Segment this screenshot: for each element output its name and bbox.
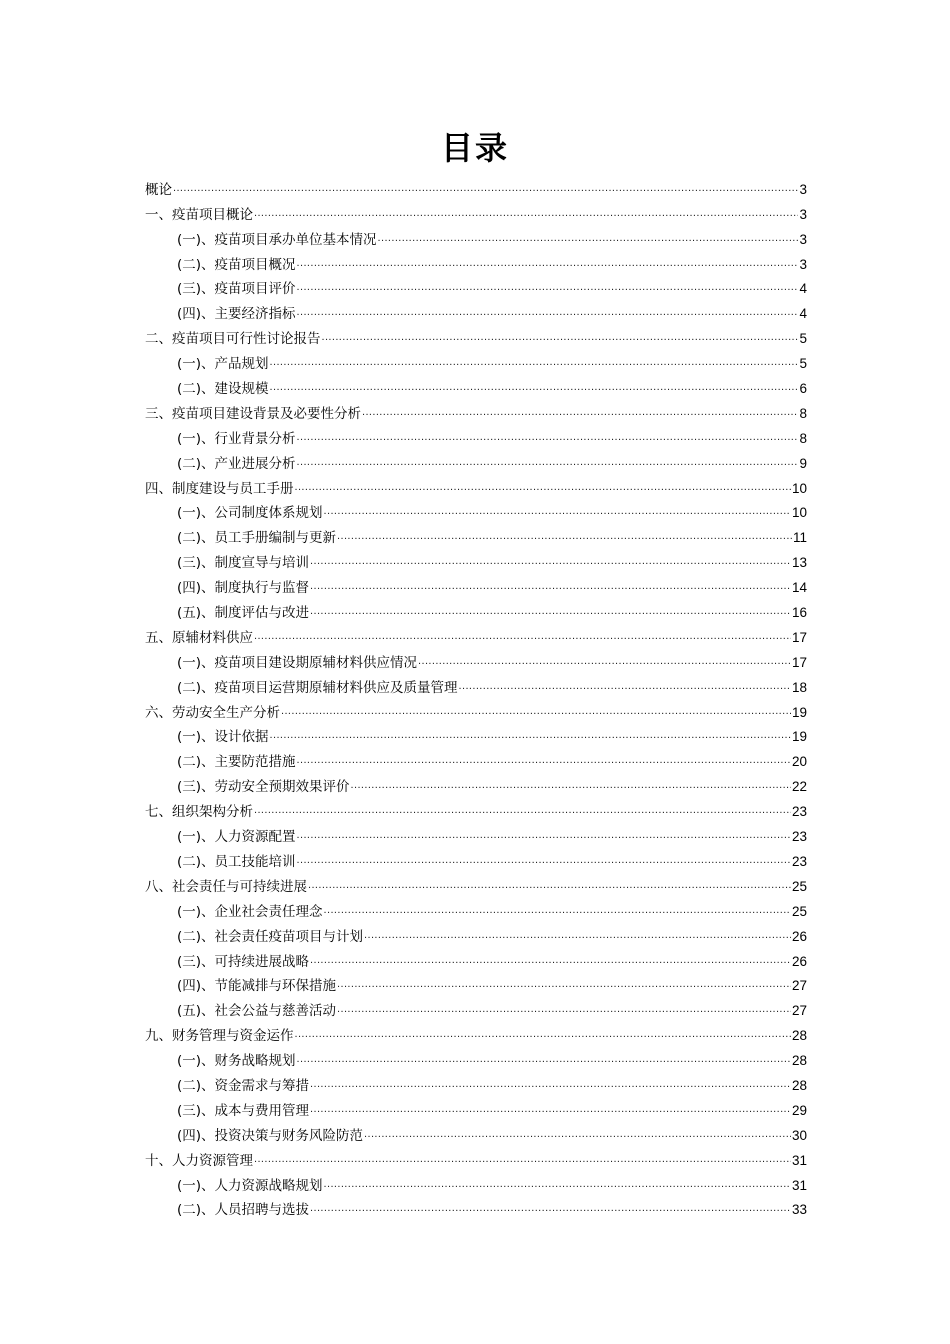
toc-dot-leader bbox=[254, 627, 791, 645]
toc-entry-label: (三)、成本与费用管理 bbox=[177, 1102, 310, 1119]
toc-page-number: 30 bbox=[791, 1127, 807, 1143]
toc-section-entry[interactable] bbox=[145, 174, 807, 199]
toc-page-number: 33 bbox=[791, 1202, 807, 1218]
toc-section-entry[interactable] bbox=[145, 697, 807, 722]
toc-entry-label: 四、制度建设与员工手册 bbox=[145, 480, 294, 497]
toc-subsection-entry[interactable] bbox=[145, 995, 807, 1020]
toc-page-number: 28 bbox=[791, 1028, 807, 1044]
toc-page-number: 28 bbox=[791, 1053, 807, 1069]
toc-dot-leader bbox=[459, 677, 791, 695]
toc-subsection-entry[interactable] bbox=[145, 298, 807, 323]
toc-entry-label: (二)、人员招聘与选拔 bbox=[177, 1202, 310, 1219]
toc-page-number: 10 bbox=[791, 480, 807, 496]
toc-page-number: 3 bbox=[799, 231, 807, 247]
toc-dot-leader bbox=[310, 552, 791, 570]
toc-page-number: 23 bbox=[791, 853, 807, 869]
toc-entry-label: (一)、企业社会责任理念 bbox=[177, 903, 323, 920]
toc-page-number: 23 bbox=[791, 829, 807, 845]
page-title: 目录 bbox=[440, 129, 509, 167]
toc-page-number: 5 bbox=[799, 331, 807, 347]
toc-entry-label: (一)、疫苗项目承办单位基本情况 bbox=[177, 231, 377, 248]
toc-subsection-entry[interactable] bbox=[145, 771, 807, 796]
toc-subsection-entry[interactable] bbox=[145, 722, 807, 747]
toc-page-number: 14 bbox=[791, 580, 807, 596]
toc-subsection-entry[interactable] bbox=[145, 672, 807, 697]
toc-entry-label: (二)、疫苗项目运营期原辅材料供应及质量管理 bbox=[177, 679, 458, 696]
toc-page-number: 3 bbox=[799, 256, 807, 272]
toc-section-entry[interactable] bbox=[145, 1020, 807, 1045]
toc-section-entry[interactable] bbox=[145, 871, 807, 896]
toc-dot-leader bbox=[378, 229, 799, 247]
toc-page-number: 16 bbox=[791, 605, 807, 621]
toc-entry-label: (一)、产品规划 bbox=[177, 356, 269, 373]
toc-entry-label: (一)、设计依据 bbox=[177, 729, 269, 746]
toc-page-number: 22 bbox=[791, 779, 807, 795]
toc-page-number: 17 bbox=[791, 654, 807, 670]
toc-subsection-entry[interactable] bbox=[145, 1045, 807, 1070]
toc-dot-leader bbox=[297, 851, 791, 869]
toc-dot-leader bbox=[254, 801, 791, 819]
toc-entry-label: (四)、节能减排与环保措施 bbox=[177, 978, 337, 995]
toc-page-number: 20 bbox=[791, 754, 807, 770]
toc-dot-leader bbox=[295, 1025, 791, 1043]
toc-entry-label: 八、社会责任与可持续进展 bbox=[145, 878, 307, 895]
toc-section-entry[interactable] bbox=[145, 323, 807, 348]
toc-subsection-entry[interactable] bbox=[145, 224, 807, 249]
toc-dot-leader bbox=[310, 602, 791, 620]
toc-dot-leader bbox=[418, 652, 791, 670]
toc-dot-leader bbox=[362, 403, 798, 421]
toc-entry-label: (三)、疫苗项目评价 bbox=[177, 281, 296, 298]
toc-dot-leader bbox=[270, 353, 799, 371]
toc-subsection-entry[interactable] bbox=[145, 1095, 807, 1120]
toc-subsection-entry[interactable] bbox=[145, 896, 807, 921]
toc-page-number: 27 bbox=[791, 1003, 807, 1019]
toc-dot-leader bbox=[297, 826, 791, 844]
toc-subsection-entry[interactable] bbox=[145, 1195, 807, 1220]
toc-page-number: 19 bbox=[791, 704, 807, 720]
toc-entry-label: 七、组织架构分析 bbox=[145, 804, 253, 821]
toc-section-entry[interactable] bbox=[145, 796, 807, 821]
toc-subsection-entry[interactable] bbox=[145, 373, 807, 398]
toc-entry-label: (三)、劳动安全预期效果评价 bbox=[177, 779, 350, 796]
toc-entry-label: 五、原辅材料供应 bbox=[145, 629, 253, 646]
toc-entry-label: (二)、员工手册编制与更新 bbox=[177, 530, 337, 547]
toc-page-number: 28 bbox=[791, 1077, 807, 1093]
toc-page-number: 3 bbox=[799, 206, 807, 222]
toc-entry-label: (四)、制度执行与监督 bbox=[177, 580, 310, 597]
toc-subsection-entry[interactable] bbox=[145, 946, 807, 971]
toc-entry-label: (二)、资金需求与筹措 bbox=[177, 1077, 310, 1094]
toc-dot-leader bbox=[310, 577, 791, 595]
toc-page-number: 26 bbox=[791, 928, 807, 944]
toc-entry-label: (一)、疫苗项目建设期原辅材料供应情况 bbox=[177, 654, 418, 671]
toc-subsection-entry[interactable] bbox=[145, 249, 807, 274]
toc-subsection-entry[interactable] bbox=[145, 274, 807, 299]
toc-dot-leader bbox=[310, 1075, 791, 1093]
toc-entry-label: 六、劳动安全生产分析 bbox=[145, 704, 280, 721]
toc-dot-leader bbox=[173, 179, 798, 197]
toc-dot-leader bbox=[337, 527, 792, 545]
toc-entry-label: (五)、制度评估与改进 bbox=[177, 605, 310, 622]
toc-page-number: 23 bbox=[791, 804, 807, 820]
toc-page-number: 5 bbox=[799, 356, 807, 372]
toc-subsection-entry[interactable] bbox=[145, 921, 807, 946]
toc-dot-leader bbox=[324, 1175, 791, 1193]
toc-dot-leader bbox=[322, 328, 799, 346]
toc-entry-label: (二)、产业进展分析 bbox=[177, 455, 296, 472]
toc-dot-leader bbox=[297, 254, 799, 272]
toc-subsection-entry[interactable] bbox=[145, 498, 807, 523]
toc-section-entry[interactable] bbox=[145, 199, 807, 224]
toc-entry-label: (二)、主要防范措施 bbox=[177, 754, 296, 771]
toc-page-number: 17 bbox=[791, 629, 807, 645]
toc-entry-label: (三)、可持续进展战略 bbox=[177, 953, 310, 970]
toc-entry-label: (二)、员工技能培训 bbox=[177, 853, 296, 870]
toc-page-number: 29 bbox=[791, 1102, 807, 1118]
toc-entry-label: (二)、社会责任疫苗项目与计划 bbox=[177, 928, 364, 945]
toc-dot-leader bbox=[337, 975, 791, 993]
toc-page-number: 19 bbox=[791, 729, 807, 745]
toc-subsection-entry[interactable] bbox=[145, 572, 807, 597]
toc-dot-leader bbox=[295, 478, 791, 496]
toc-dot-leader bbox=[270, 378, 799, 396]
table-of-contents bbox=[145, 174, 807, 1219]
toc-entry-label: (五)、社会公益与慈善活动 bbox=[177, 1003, 337, 1020]
toc-section-entry[interactable] bbox=[145, 398, 807, 423]
toc-subsection-entry[interactable] bbox=[145, 522, 807, 547]
toc-entry-label: (三)、制度宣导与培训 bbox=[177, 555, 310, 572]
toc-dot-leader bbox=[270, 726, 791, 744]
toc-subsection-entry[interactable] bbox=[145, 846, 807, 871]
toc-entry-label: (一)、人力资源配置 bbox=[177, 829, 296, 846]
toc-dot-leader bbox=[364, 1125, 791, 1143]
toc-entry-label: (一)、人力资源战略规划 bbox=[177, 1177, 323, 1194]
toc-page-number: 10 bbox=[791, 505, 807, 521]
toc-entry-label: (一)、公司制度体系规划 bbox=[177, 505, 323, 522]
toc-dot-leader bbox=[297, 428, 799, 446]
toc-subsection-entry[interactable] bbox=[145, 547, 807, 572]
toc-page-number: 25 bbox=[791, 878, 807, 894]
toc-subsection-entry[interactable] bbox=[145, 647, 807, 672]
toc-dot-leader bbox=[351, 776, 791, 794]
toc-entry-label: (四)、投资决策与财务风险防范 bbox=[177, 1127, 364, 1144]
toc-entry-label: (二)、建设规模 bbox=[177, 381, 269, 398]
toc-page-number: 11 bbox=[792, 530, 807, 546]
toc-entry-label: (一)、行业背景分析 bbox=[177, 430, 296, 447]
toc-dot-leader bbox=[310, 951, 791, 969]
toc-dot-leader bbox=[254, 1150, 791, 1168]
toc-dot-leader bbox=[308, 876, 791, 894]
toc-dot-leader bbox=[297, 1050, 791, 1068]
toc-subsection-entry[interactable] bbox=[145, 597, 807, 622]
toc-page-number: 8 bbox=[799, 430, 807, 446]
toc-page-number: 9 bbox=[799, 455, 807, 471]
toc-entry-label: 九、财务管理与资金运作 bbox=[145, 1028, 294, 1045]
toc-dot-leader bbox=[297, 278, 799, 296]
toc-dot-leader bbox=[324, 502, 791, 520]
toc-page-number: 4 bbox=[799, 281, 807, 297]
toc-dot-leader bbox=[337, 1000, 791, 1018]
toc-dot-leader bbox=[310, 1199, 791, 1217]
toc-page-number: 25 bbox=[791, 903, 807, 919]
toc-page-number: 27 bbox=[791, 978, 807, 994]
toc-page-number: 13 bbox=[791, 555, 807, 571]
toc-subsection-entry[interactable] bbox=[145, 746, 807, 771]
toc-dot-leader bbox=[254, 204, 798, 222]
toc-page-number: 31 bbox=[791, 1152, 807, 1168]
toc-entry-label: 十、人力资源管理 bbox=[145, 1152, 253, 1169]
toc-page-number: 31 bbox=[791, 1177, 807, 1193]
toc-entry-label: 概论 bbox=[145, 181, 172, 198]
toc-subsection-entry[interactable] bbox=[145, 1120, 807, 1145]
toc-subsection-entry[interactable] bbox=[145, 1170, 807, 1195]
toc-entry-label: (一)、财务战略规划 bbox=[177, 1053, 296, 1070]
toc-page-number: 4 bbox=[799, 306, 807, 322]
toc-dot-leader bbox=[297, 453, 799, 471]
toc-entry-label: (二)、疫苗项目概况 bbox=[177, 256, 296, 273]
toc-subsection-entry[interactable] bbox=[145, 971, 807, 996]
toc-entry-label: 一、疫苗项目概论 bbox=[145, 206, 253, 223]
toc-subsection-entry[interactable] bbox=[145, 423, 807, 448]
toc-page-number: 18 bbox=[791, 679, 807, 695]
toc-entry-label: 二、疫苗项目可行性讨论报告 bbox=[145, 331, 321, 348]
toc-page-number: 6 bbox=[799, 381, 807, 397]
toc-section-entry[interactable] bbox=[145, 622, 807, 647]
toc-section-entry[interactable] bbox=[145, 473, 807, 498]
toc-dot-leader bbox=[281, 702, 791, 720]
toc-dot-leader bbox=[324, 901, 791, 919]
toc-dot-leader bbox=[310, 1100, 791, 1118]
toc-entry-label: 三、疫苗项目建设背景及必要性分析 bbox=[145, 405, 361, 422]
toc-section-entry[interactable] bbox=[145, 1145, 807, 1170]
toc-page-number: 3 bbox=[799, 181, 807, 197]
toc-page-number: 26 bbox=[791, 953, 807, 969]
toc-page-number: 8 bbox=[799, 405, 807, 421]
toc-subsection-entry[interactable] bbox=[145, 821, 807, 846]
toc-dot-leader bbox=[297, 303, 799, 321]
toc-dot-leader bbox=[297, 751, 791, 769]
toc-subsection-entry[interactable] bbox=[145, 448, 807, 473]
toc-entry-label: (四)、主要经济指标 bbox=[177, 306, 296, 323]
toc-dot-leader bbox=[364, 926, 791, 944]
toc-subsection-entry[interactable] bbox=[145, 348, 807, 373]
toc-subsection-entry[interactable] bbox=[145, 1070, 807, 1095]
